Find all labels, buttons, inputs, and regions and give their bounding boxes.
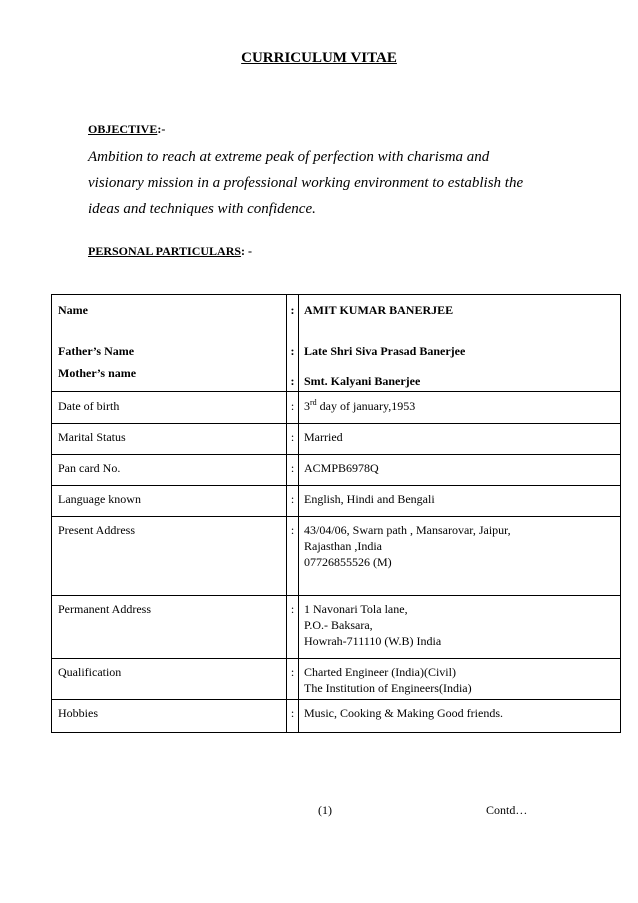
qualification-label: Qualification bbox=[58, 665, 122, 679]
language-label: Language known bbox=[58, 492, 141, 506]
colon: : bbox=[290, 399, 295, 413]
colon: : bbox=[290, 665, 295, 679]
language-value: English, Hindi and Bengali bbox=[304, 492, 435, 506]
document-title: CURRICULUM VITAE bbox=[241, 50, 397, 66]
marital-label: Marital Status bbox=[58, 430, 126, 444]
marital-value: Married bbox=[304, 430, 343, 444]
dob-rest: day of january,1953 bbox=[316, 399, 416, 413]
colon: : bbox=[290, 344, 295, 358]
marital-colon-cell bbox=[287, 424, 299, 455]
present-address-label: Present Address bbox=[58, 523, 135, 537]
permanent-address-line: Howrah-711110 (W.B) India bbox=[304, 634, 442, 648]
colon: : bbox=[290, 461, 295, 475]
pan-label-cell bbox=[52, 455, 287, 486]
language-label-cell bbox=[52, 486, 287, 517]
marital-value-cell bbox=[299, 424, 621, 455]
objective-text bbox=[88, 144, 548, 222]
qualification-colon-cell bbox=[287, 659, 299, 700]
colon: : bbox=[290, 523, 295, 537]
present-address-line: 07726855526 (M) bbox=[304, 555, 392, 569]
dob-colon-cell bbox=[287, 392, 299, 424]
present-address-colon-cell bbox=[287, 517, 299, 596]
colon: : bbox=[290, 706, 295, 720]
personal-particulars-table bbox=[51, 294, 621, 733]
permanent-address-colon-cell bbox=[287, 596, 299, 659]
dob-label-cell bbox=[52, 392, 287, 424]
table-row-qualification bbox=[52, 659, 621, 700]
dob-value bbox=[304, 398, 620, 414]
table-row-names bbox=[52, 295, 621, 392]
present-address-label-cell bbox=[52, 517, 287, 596]
objective-heading-suffix: :- bbox=[157, 122, 166, 136]
names-value-cell bbox=[299, 295, 621, 392]
dob-value-cell bbox=[299, 392, 621, 424]
hobbies-value: Music, Cooking & Making Good friends. bbox=[304, 706, 503, 720]
table-row-present-address bbox=[52, 517, 621, 596]
father-name-label: Father’s Name bbox=[58, 344, 135, 358]
colon: : bbox=[290, 430, 295, 444]
colon: : bbox=[290, 602, 295, 616]
pan-colon-cell bbox=[287, 455, 299, 486]
name-label: Name bbox=[58, 303, 88, 317]
objective-line: visionary mission in a professional working environment to establish the bbox=[88, 175, 524, 191]
present-address-line: 43/04/06, Swarn path , Mansarovar, Jaipur, bbox=[304, 523, 511, 537]
qualification-line: Charted Engineer (India)(Civil) bbox=[304, 665, 456, 679]
name-value: AMIT KUMAR BANERJEE bbox=[304, 303, 454, 317]
hobbies-label-cell bbox=[52, 700, 287, 733]
qualification-label-cell bbox=[52, 659, 287, 700]
language-value-cell bbox=[299, 486, 621, 517]
dob-day: 3 bbox=[304, 399, 310, 413]
personal-particulars-heading bbox=[88, 244, 252, 259]
objective-line: Ambition to reach at extreme peak of perfection with charisma and bbox=[88, 149, 490, 165]
qualification-value-cell bbox=[299, 659, 621, 700]
objective-heading bbox=[88, 122, 165, 137]
table-row-permanent-address bbox=[52, 596, 621, 659]
colon: : bbox=[290, 374, 295, 388]
pan-label: Pan card No. bbox=[58, 461, 121, 475]
language-colon-cell bbox=[287, 486, 299, 517]
table-row-pan bbox=[52, 455, 621, 486]
qualification-line: The Institution of Engineers(India) bbox=[304, 681, 472, 695]
continued-note: Contd… bbox=[486, 803, 528, 817]
mother-name-label: Mother’s name bbox=[58, 366, 137, 380]
present-address-line: Rajasthan ,India bbox=[304, 539, 382, 553]
objective-heading-label: OBJECTIVE bbox=[88, 122, 158, 136]
table-row-dob bbox=[52, 392, 621, 424]
hobbies-label: Hobbies bbox=[58, 706, 98, 720]
names-colon-cell bbox=[287, 295, 299, 392]
present-address-value-cell bbox=[299, 517, 621, 596]
hobbies-value-cell bbox=[299, 700, 621, 733]
permanent-address-line: 1 Navonari Tola lane, bbox=[304, 602, 408, 616]
permanent-address-label: Permanent Address bbox=[58, 602, 151, 616]
marital-label-cell bbox=[52, 424, 287, 455]
personal-heading-label: PERSONAL PARTICULARS bbox=[88, 244, 242, 258]
table-row-hobbies bbox=[52, 700, 621, 733]
page-number: (1) bbox=[318, 803, 332, 817]
father-name-value: Late Shri Siva Prasad Banerjee bbox=[304, 344, 466, 358]
colon: : bbox=[290, 492, 295, 506]
objective-line: ideas and techniques with confidence. bbox=[88, 201, 316, 217]
pan-value-cell bbox=[299, 455, 621, 486]
table-row-language bbox=[52, 486, 621, 517]
table-row-marital bbox=[52, 424, 621, 455]
dob-day-suffix: rd bbox=[310, 398, 317, 407]
mother-name-value: Smt. Kalyani Banerjee bbox=[304, 374, 421, 388]
permanent-address-line: P.O.- Baksara, bbox=[304, 618, 373, 632]
personal-heading-suffix: : - bbox=[241, 244, 253, 258]
names-label-cell bbox=[52, 295, 287, 392]
dob-label: Date of birth bbox=[58, 399, 120, 413]
permanent-address-label-cell bbox=[52, 596, 287, 659]
hobbies-colon-cell bbox=[287, 700, 299, 733]
permanent-address-value-cell bbox=[299, 596, 621, 659]
pan-value: ACMPB6978Q bbox=[304, 461, 379, 475]
colon: : bbox=[290, 303, 295, 317]
